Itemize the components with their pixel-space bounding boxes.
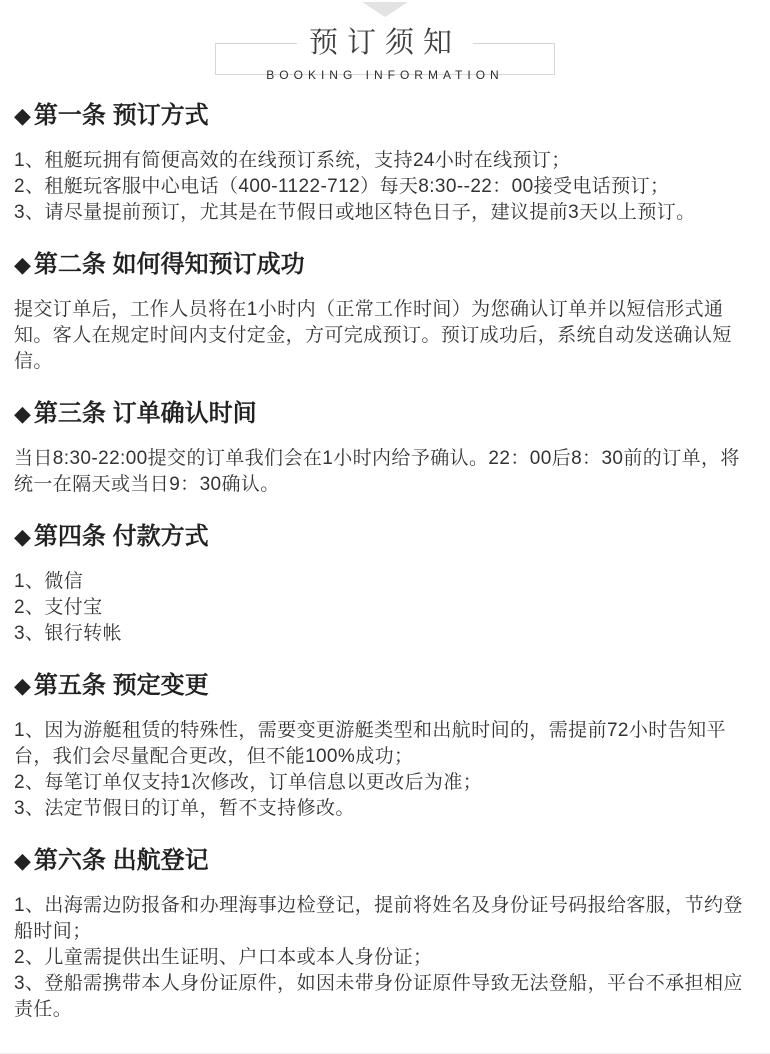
diamond-icon: ◆	[14, 848, 31, 873]
page-header	[205, 27, 565, 82]
section-heading-text: 第五条 预定变更	[33, 672, 209, 699]
section-booking-confirmation-notice	[14, 250, 756, 375]
body-line: 2、租艇玩客服中心电话（400-1122-712）每天8:30--22：00接受电话预订；	[14, 176, 670, 197]
document-content	[0, 101, 770, 1053]
body-paragraph: 提交订单后，工作人员将在1小时内（正常工作时间）为您确认订单并以短信形式通知。客人在规定时间内支付定金，方可完成预订。预订成功后，系统自动发送确认短信。	[14, 299, 732, 372]
section-heading	[14, 671, 756, 701]
section-payment-methods	[14, 522, 756, 647]
page-subtitle: BOOKING INFORMATION	[266, 68, 504, 82]
diamond-icon: ◆	[14, 252, 31, 277]
section-departure-registration	[14, 846, 756, 1023]
body-line: 2、儿童需提供出生证明、户口本或本人身份证；	[14, 947, 433, 968]
section-heading	[14, 101, 756, 131]
section-heading-text: 第六条 出航登记	[33, 847, 209, 874]
body-line: 1、微信	[14, 571, 84, 592]
body-line: 1、租艇玩拥有简便高效的在线预订系统，支持24小时在线预订；	[14, 150, 571, 171]
section-heading	[14, 522, 756, 552]
section-heading-text: 第一条 预订方式	[33, 102, 209, 129]
body-line: 3、银行转帐	[14, 623, 122, 644]
section-heading	[14, 399, 756, 429]
body-line: 3、登船需携带本人身份证原件，如因未带身份证原件导致无法登船，平台不承担相应责任。	[14, 973, 743, 1020]
diamond-icon: ◆	[14, 401, 31, 426]
section-heading-text: 第四条 付款方式	[33, 523, 209, 550]
diamond-icon: ◆	[14, 673, 31, 698]
page-title: 预订须知	[297, 27, 473, 59]
diamond-icon: ◆	[14, 524, 31, 549]
body-line: 1、出海需边防报备和办理海事边检登记，提前将姓名及身份证号码报给客服，节约登船时间；	[14, 895, 743, 942]
diamond-icon: ◆	[14, 103, 31, 128]
section-heading	[14, 250, 756, 280]
body-line: 2、支付宝	[14, 597, 103, 618]
body-paragraph: 当日8:30-22:00提交的订单我们会在1小时内给予确认。22：00后8：30前的订单，将统一在隔天或当日9：30确认。	[14, 448, 740, 495]
body-line: 3、法定节假日的订单，暂不支持修改。	[14, 798, 355, 819]
section-heading-text: 第二条 如何得知预订成功	[33, 251, 305, 278]
section-order-confirmation-time	[14, 399, 756, 498]
body-line: 3、请尽量提前预订，尤其是在节假日或地区特色日子，建议提前3天以上预订。	[14, 202, 696, 223]
section-heading	[14, 846, 756, 876]
section-heading-text: 第三条 订单确认时间	[33, 400, 257, 427]
section-booking-method	[14, 101, 756, 226]
body-line: 2、每笔订单仅支持1次修改，订单信息以更改后为准；	[14, 772, 483, 793]
chevron-down-icon	[362, 2, 408, 17]
body-line: 1、因为游艇租赁的特殊性，需要变更游艇类型和出航时间的，需提前72小时告知平台，我们会尽量配合更改，但不能100%成功；	[14, 720, 726, 767]
section-booking-changes	[14, 671, 756, 822]
